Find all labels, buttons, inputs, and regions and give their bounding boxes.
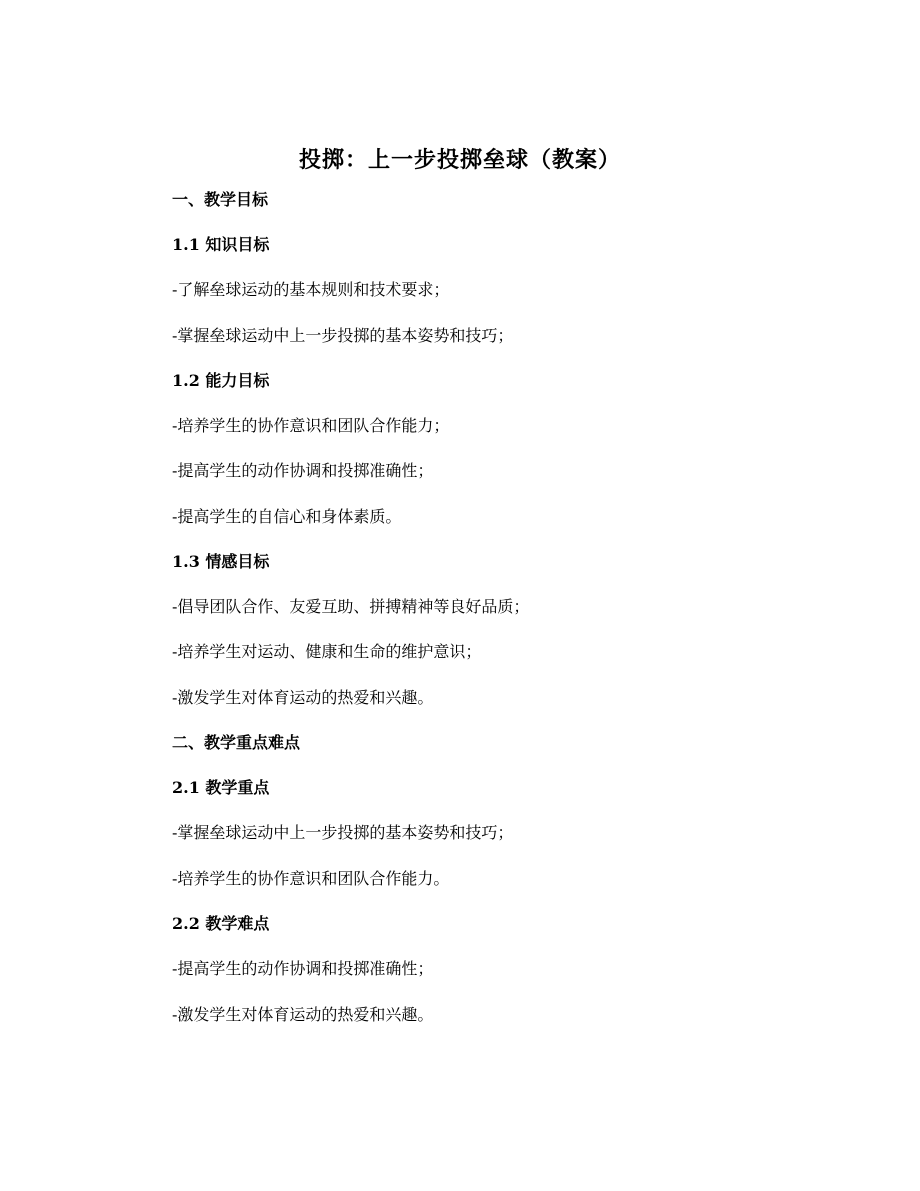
paragraph-line: -提高学生的动作协调和投掷准确性； (172, 959, 434, 978)
paragraph-line: -激发学生对体育运动的热爱和兴趣。 (172, 688, 434, 707)
paragraph-line: -提高学生的自信心和身体素质。 (172, 507, 402, 526)
paragraph-line: -倡导团队合作、友爱互助、拼搏精神等良好品质； (172, 597, 530, 616)
subsection-heading: 2.2 教学难点 (172, 914, 270, 933)
section-heading: 一、教学目标 (172, 190, 269, 209)
paragraph-line: -了解垒球运动的基本规则和技术要求； (172, 280, 450, 299)
section-heading: 二、教学重点难点 (172, 733, 301, 752)
paragraph-line: -激发学生对体育运动的热爱和兴趣。 (172, 1005, 434, 1024)
paragraph-line: -提高学生的动作协调和投掷准确性； (172, 461, 434, 480)
document-title: 投掷：上一步投掷垒球（教案） (298, 147, 621, 173)
paragraph-line: -培养学生对运动、健康和生命的维护意识； (172, 642, 482, 661)
paragraph-line: -掌握垒球运动中上一步投掷的基本姿势和技巧； (172, 823, 514, 842)
subsection-heading: 1.2 能力目标 (172, 371, 270, 390)
paragraph-line: -掌握垒球运动中上一步投掷的基本姿势和技巧； (172, 326, 514, 345)
subsection-heading: 1.1 知识目标 (172, 235, 270, 254)
subsection-heading: 2.1 教学重点 (172, 778, 270, 797)
subsection-heading: 1.3 情感目标 (172, 552, 270, 571)
paragraph-line: -培养学生的协作意识和团队合作能力； (172, 416, 450, 435)
paragraph-line: -培养学生的协作意识和团队合作能力。 (172, 869, 450, 888)
